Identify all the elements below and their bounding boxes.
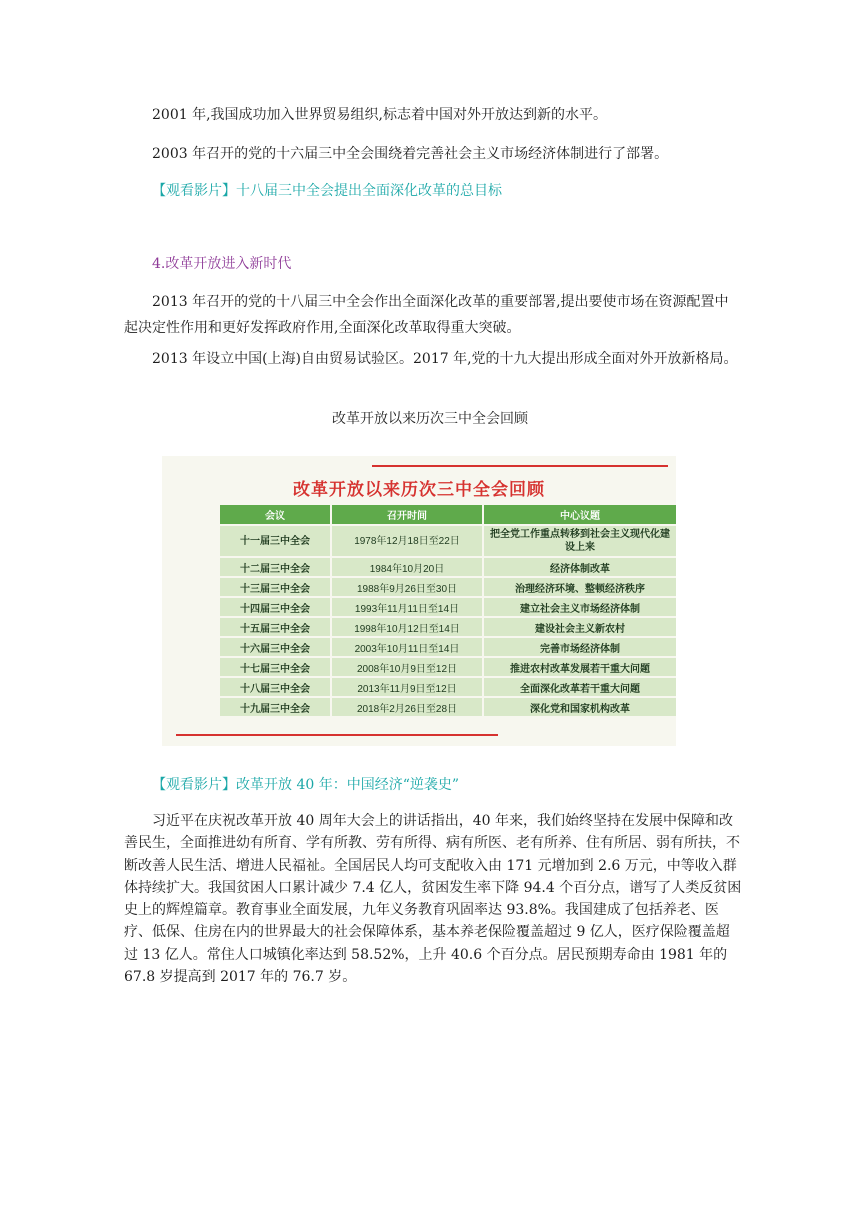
- cell-date: 1978年12月18日至22日: [332, 526, 484, 556]
- table-header-row: [220, 505, 676, 524]
- table-row: [220, 578, 676, 596]
- figure-caption: 改革开放以来历次三中全会回顾: [332, 411, 528, 427]
- cell-meeting: 十三届三中全会: [220, 578, 332, 596]
- cell-date: 2003年10月11日至14日: [332, 638, 484, 656]
- cell-topic: 全面深化改革若干重大问题: [484, 678, 676, 696]
- video-link-economy-40-years[interactable]: 【观看影片】改革开放 40 年：中国经济“逆袭史”: [152, 777, 460, 793]
- cell-meeting: 十七届三中全会: [220, 658, 332, 676]
- table-row: [220, 618, 676, 636]
- figure-bottom-rule: [176, 734, 498, 736]
- cell-date: 2018年2月26日至28日: [332, 698, 484, 716]
- paragraph-wto: 2001 年,我国成功加入世界贸易组织,标志着中国对外开放达到新的水平。: [152, 107, 607, 123]
- table-row: [220, 598, 676, 616]
- cell-meeting: 十五届三中全会: [220, 618, 332, 636]
- paragraph-xi-speech: 习近平在庆祝改革开放 40 周年大会上的讲话指出，40 年来，我们始终坚持在发展中保障和改善民生，全面推进幼有所育、学有所教、劳有所得、病有所医、老有所养、住有所居、弱有所扶，不断改善人民生活、增进人民福祉。全国居民人均可支配收入由 171 元增加到 2.6 万元，中等收入群体持续扩大。我国贫困人口累计减少 7.4 亿人，贫困发生率下降 94.4 个百分点，谱写了人类反贫困史上的辉煌篇章。教育事业全面发展，九年义务教育巩固率达 93.8%。我国建成了包括养老、医疗、低保、住房在内的世界最大的社会保障体系，基本养老保险覆盖超过 9 亿人，医疗保险覆盖超过 13 亿人。常住人口城镇化率达到 58.52%，上升 40.6 个百分点。居民预期寿命由 1981 年的 67.8 岁提高到 2017 年的 76.7 岁。: [124, 813, 742, 986]
- cell-date: 1993年11月11日至14日: [332, 598, 484, 616]
- table-row: [220, 638, 676, 656]
- cell-date: 2008年10月9日至12日: [332, 658, 484, 676]
- table-row: [220, 678, 676, 696]
- cell-topic: 完善市场经济体制: [484, 638, 676, 656]
- cell-date: 1984年10月20日: [332, 558, 484, 576]
- cell-date: 2013年11月9日至12日: [332, 678, 484, 696]
- cell-date: 1988年9月26日至30日: [332, 578, 484, 596]
- cell-topic: 推进农村改革发展若干重大问题: [484, 658, 676, 676]
- cell-meeting: 十九届三中全会: [220, 698, 332, 716]
- plenum-table: [220, 503, 676, 718]
- paragraph-16th-plenum: 2003 年召开的党的十六届三中全会围绕着完善社会主义市场经济体制进行了部署。: [152, 146, 669, 162]
- header-meeting: 会议: [220, 505, 332, 524]
- table-row: [220, 526, 676, 556]
- cell-meeting: 十四届三中全会: [220, 598, 332, 616]
- cell-meeting: 十八届三中全会: [220, 678, 332, 696]
- cell-topic: 经济体制改革: [484, 558, 676, 576]
- table-row: [220, 558, 676, 576]
- plenum-review-figure: [162, 456, 676, 746]
- cell-date: 1998年10月12日至14日: [332, 618, 484, 636]
- figure-top-rule: [372, 465, 668, 467]
- cell-topic: 把全党工作重点转移到社会主义现代化建设上来: [484, 526, 676, 556]
- cell-topic: 治理经济环境、整顿经济秩序: [484, 578, 676, 596]
- cell-meeting: 十六届三中全会: [220, 638, 332, 656]
- section-heading: 4.改革开放进入新时代: [152, 256, 292, 272]
- paragraph-free-trade-zone: 2013 年设立中国(上海)自由贸易试验区。2017 年,党的十九大提出形成全面对外开放新格局。: [152, 351, 738, 367]
- table-row: [220, 698, 676, 716]
- cell-topic: 建设社会主义新农村: [484, 618, 676, 636]
- cell-meeting: 十二届三中全会: [220, 558, 332, 576]
- cell-meeting: 十一届三中全会: [220, 526, 332, 556]
- table-row: [220, 658, 676, 676]
- cell-topic: 建立社会主义市场经济体制: [484, 598, 676, 616]
- header-date: 召开时间: [332, 505, 484, 524]
- header-topic: 中心议题: [484, 505, 676, 524]
- figure-title: 改革开放以来历次三中全会回顾: [293, 480, 545, 499]
- cell-topic: 深化党和国家机构改革: [484, 698, 676, 716]
- paragraph-18th-plenum: 2013 年召开的党的十八届三中全会作出全面深化改革的重要部署,提出要使市场在资源配置中起决定性作用和更好发挥政府作用,全面深化改革取得重大突破。: [124, 294, 729, 336]
- video-link-18th-plenum[interactable]: 【观看影片】十八届三中全会提出全面深化改革的总目标: [152, 183, 502, 199]
